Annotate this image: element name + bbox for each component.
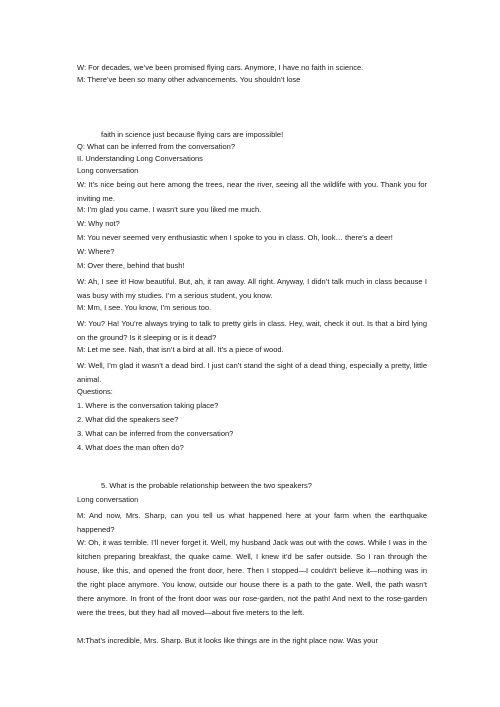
dialogue-line: W: It’s nice being out here among the trees, near the river, seeing all the wildlife with you. Thank you for inviting me.: [77, 180, 427, 203]
question-item: 4. What does the man often do?: [77, 443, 184, 452]
questions-label: Questions:: [77, 387, 113, 396]
dialogue-line: W: Ah, I see it! How beautiful. But, ah, it ran away. All right. Anyway, I didn’t talk much in class because I was busy with my studies. I’m a serious student, you know.: [77, 277, 427, 300]
dialogue-line: W: Oh, it was terrible. I’ll never forget it. Well, my husband Jack was out with the cows. While I was in the kitchen preparing breakfast, the quake came. Well, I knew it’d be safer outside. So I ran through the house, like this, and opened the front door, here. Then I stopped—I couldn’t believe it—nothing was in the right place anymore. You know, outside our house there is a path to the gate. Well, the path wasn’t there anymore. In front of the front door was our rose-garden, not the path! And next to the rose-garden were the trees, but they had all moved—about five meters to the left.: [77, 538, 427, 617]
question-item: 2. What did the speakers see?: [77, 415, 179, 424]
subheading: Long conversation: [77, 166, 139, 175]
section-heading: II. Understanding Long Conversations: [77, 154, 203, 163]
dialogue-line: M: Over there, behind that bush!: [77, 261, 185, 270]
dialogue-line: W: Why not?: [77, 219, 120, 228]
subheading: Long conversation: [77, 495, 139, 504]
question-item: 1. Where is the conversation taking place?: [77, 401, 219, 410]
dialogue-line: M: I’m glad you came. I wasn’t sure you liked me much.: [77, 205, 262, 214]
dialogue-line: M: And now, Mrs. Sharp, can you tell us what happened here at your farm when the earthquake happened?: [77, 511, 427, 534]
dialogue-line: M: Mm, I see. You know, I’m serious too.: [77, 303, 212, 312]
question-line: Q: What can be inferred from the conversation?: [77, 142, 235, 151]
dialogue-line: M:That’s incredible, Mrs. Sharp. But it looks like things are in the right place now. Was your: [77, 636, 378, 645]
continuation-line: faith in science just because flying cars are impossible!: [101, 130, 284, 139]
question-item: 3. What can be inferred from the conversation?: [77, 429, 234, 438]
dialogue-line: W: Well, I’m glad it wasn’t a dead bird. I just can’t stand the sight of a dead thing, especially a pretty, little animal.: [77, 361, 427, 384]
question-item: 5. What is the probable relationship between the two speakers?: [101, 481, 312, 490]
dialogue-line: M: You never seemed very enthusiastic when I spoke to you in class. Oh, look… there’s a deer!: [77, 233, 393, 242]
dialogue-line: W: Where?: [77, 247, 115, 256]
dialogue-line: W: For decades, we’ve been promised flying cars. Anymore, I have no faith in science.: [77, 63, 364, 72]
dialogue-line: M: Let me see. Nah, that isn’t a bird at all. It’s a piece of wood.: [77, 345, 284, 354]
dialogue-line: M: There’ve been so many other advancements. You shouldn’t lose: [77, 75, 301, 84]
dialogue-line: W: You? Ha! You’re always trying to talk to pretty girls in class. Hey, wait, check it out. Is that a bird lying on the ground? Is it sleeping or is it dead?: [77, 319, 427, 342]
